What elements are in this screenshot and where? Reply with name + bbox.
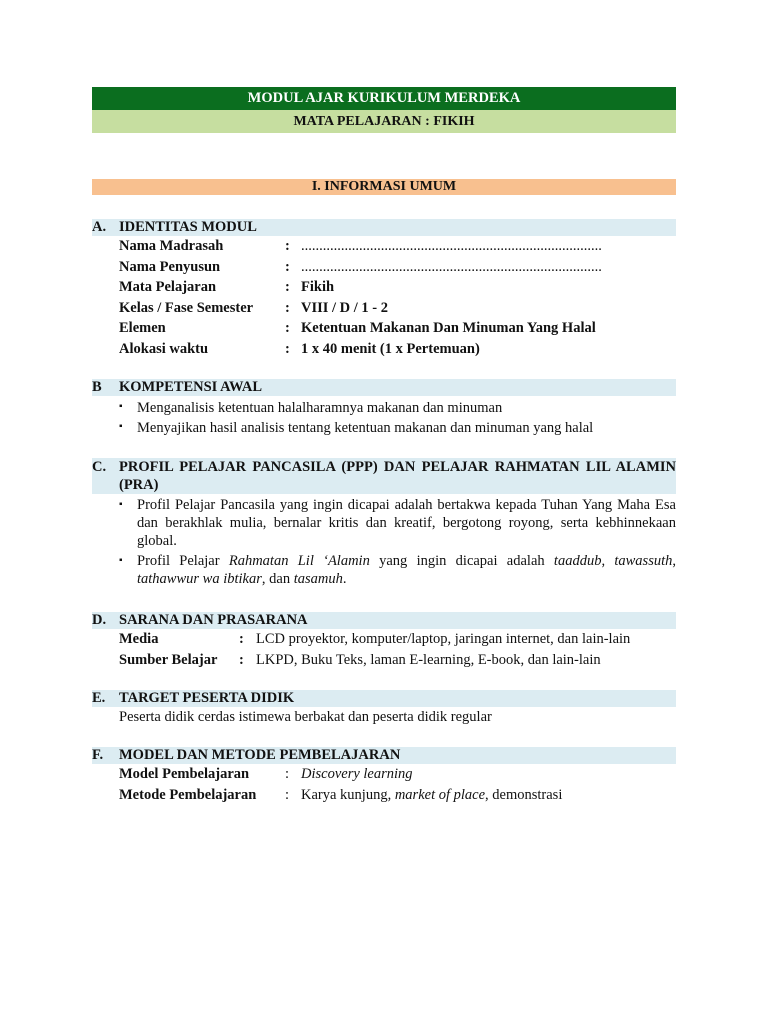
target-heading: [92, 690, 676, 707]
heading-text: SARANA DAN PRASARANA: [119, 612, 308, 628]
list-item-text: [137, 552, 676, 588]
heading-letter: B: [92, 379, 102, 395]
sarana-row-media: [92, 629, 676, 650]
info-value: VIII / D / 1 - 2: [301, 299, 389, 316]
info-value: LCD proyektor, komputer/laptop, jaringan internet, dan lain-lain: [256, 631, 631, 647]
section-title: I. INFORMASI UMUM: [92, 179, 676, 195]
text-run: tawassuth: [614, 553, 673, 569]
bullet-icon: ▪: [119, 421, 123, 432]
sarana-row-sumber: [92, 650, 676, 671]
heading-text: TARGET PESERTA DIDIK: [119, 690, 295, 706]
info-row-elemen: [92, 318, 676, 339]
kompetensi-heading: [92, 379, 676, 396]
info-colon: :: [285, 299, 290, 316]
info-label: Sumber Belajar: [119, 651, 218, 668]
list-item: [92, 552, 676, 588]
info-colon: :: [285, 258, 290, 275]
info-value: ...................................................................................: [301, 258, 602, 275]
text-run: .: [342, 571, 347, 587]
info-colon: :: [285, 320, 290, 336]
info-value: Ketentuan Makanan Dan Minuman Yang Halal: [301, 320, 596, 336]
info-colon: :: [285, 786, 290, 803]
heading-text: KOMPETENSI AWAL: [119, 379, 263, 395]
text-run: ,: [672, 553, 676, 569]
list-item-text: Profil Pelajar Pancasila yang ingin dicapai adalah bertakwa kepada Tuhan Yang Maha Esa dan berakhlak mulia, bernalar kritis dan kreatif, bergotong royong, serta kebhinnekaan global.: [137, 497, 676, 549]
metode-row: [92, 785, 676, 806]
bullet-icon: ▪: [119, 499, 123, 510]
info-value: Discovery learning: [301, 766, 413, 782]
info-label: Kelas / Fase Semester: [119, 299, 254, 316]
info-label: Elemen: [119, 320, 166, 336]
info-value: ...................................................................................: [301, 238, 602, 254]
text-run: ,: [601, 553, 615, 569]
info-value: LKPD, Buku Teks, laman E-learning, E-book, dan lain-lain: [256, 651, 601, 668]
heading-letter: C.: [92, 459, 107, 475]
info-label: Media: [119, 631, 159, 647]
heading-text: PROFIL PELAJAR PANCASILA (PPP) DAN PELAJAR RAHMATAN LIL ALAMIN (PRA): [119, 459, 676, 493]
info-colon: :: [285, 238, 290, 254]
identitas-table: [92, 236, 676, 359]
info-colon: :: [239, 651, 244, 668]
bullet-icon: ▪: [119, 555, 123, 566]
bullet-icon: ▪: [119, 401, 123, 412]
info-row-mapel: [92, 277, 676, 298]
info-colon: :: [285, 340, 290, 357]
info-label: Nama Madrasah: [119, 238, 224, 254]
subject-subtitle: MATA PELAJARAN : FIKIH: [92, 110, 676, 133]
info-colon: :: [285, 279, 290, 295]
info-value: Fikih: [301, 279, 335, 295]
text-run: Karya kunjung,: [301, 786, 395, 803]
model-heading: [92, 747, 676, 764]
text-run: Rahmatan Lil ‘Alamin: [228, 553, 370, 569]
info-label: Model Pembelajaran: [119, 766, 250, 782]
heading-letter: A.: [92, 219, 107, 235]
list-item: [92, 496, 676, 550]
heading-text: MODEL DAN METODE PEMBELAJARAN: [119, 747, 401, 763]
heading-letter: F.: [92, 747, 104, 763]
identitas-heading: [92, 219, 676, 236]
text-run: tasamuh: [293, 571, 343, 587]
info-label: Metode Pembelajaran: [119, 786, 257, 803]
info-row-madrasah: [92, 236, 676, 257]
heading-letter: E.: [92, 690, 106, 706]
heading-letter: D.: [92, 612, 107, 628]
list-item: [92, 418, 676, 438]
info-row-alokasi: [92, 339, 676, 360]
info-row-penyusun: [92, 257, 676, 278]
text-run: yang ingin dicapai adalah: [369, 553, 554, 569]
model-row: [92, 764, 676, 785]
text-run: , dan: [261, 571, 294, 587]
heading-text: IDENTITAS MODUL: [119, 219, 257, 235]
info-row-kelas: [92, 298, 676, 319]
text-run: market of place: [394, 786, 486, 803]
document-title: MODUL AJAR KURIKULUM MERDEKA: [92, 87, 676, 110]
info-value: 1 x 40 menit (1 x Pertemuan): [301, 340, 480, 357]
info-label: Mata Pelajaran: [119, 279, 217, 295]
target-text: Peserta didik cerdas istimewa berbakat dan peserta didik regular: [119, 709, 492, 725]
info-label: Alokasi waktu: [119, 340, 209, 357]
sarana-heading: [92, 612, 676, 629]
info-colon: :: [239, 631, 244, 647]
info-colon: :: [285, 766, 290, 782]
text-run: Profil Pelajar: [137, 553, 229, 569]
info-value: [301, 785, 676, 806]
text-run: , demonstrasi: [485, 786, 563, 803]
list-item-text: Menganalisis ketentuan halalharamnya makanan dan minuman: [137, 400, 503, 416]
text-run: taaddub: [553, 553, 602, 569]
list-item: [92, 398, 676, 418]
list-item-text: Menyajikan hasil analisis tentang ketentuan makanan dan minuman yang halal: [137, 420, 594, 436]
text-run: tathawwur wa ibtikar: [137, 571, 262, 587]
document-page: [92, 87, 676, 805]
info-label: Nama Penyusun: [119, 258, 221, 275]
profil-heading: [92, 458, 676, 494]
